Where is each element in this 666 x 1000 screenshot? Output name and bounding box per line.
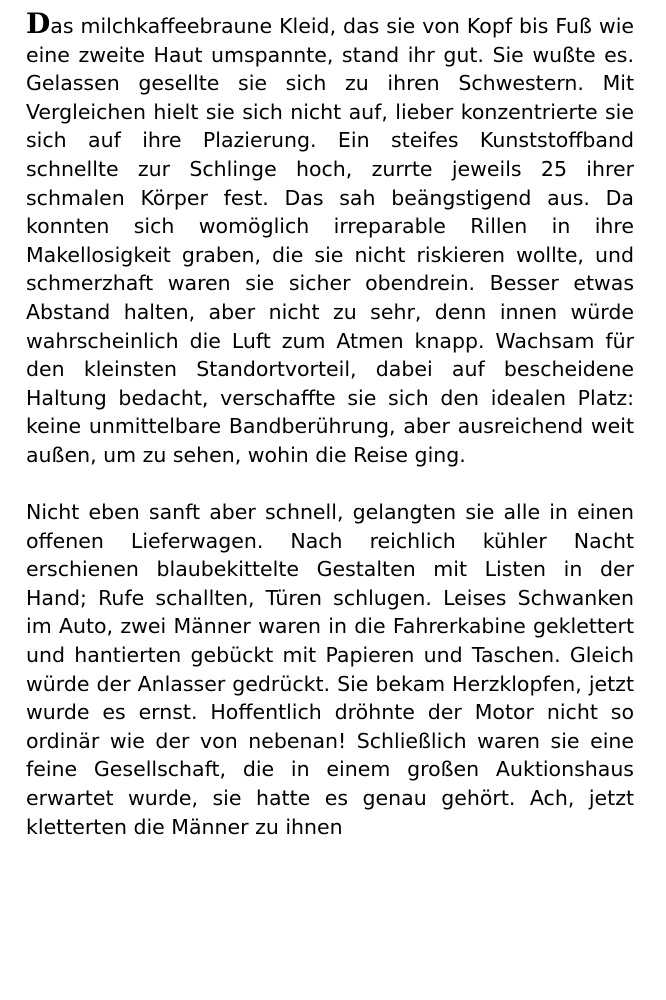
paragraph-2-text: Nicht eben sanft aber schnell, gelangten sie alle in einen offenen Lieferwagen. Nach reichlich kühler Nacht erschienen blaubekittelte Gestalten mit Listen in der Hand; Rufe schallten, Türen schlugen. Leises Schwanken im Auto, zwei Männer waren in die Fahrerkabine geklettert und hantierten gebückt mit Papieren und Taschen. Gleich würde der Anlasser gedrückt. Sie bekam Herzklopfen, jetzt wurde es ernst. Hoffentlich dröhnte der Motor nicht so ordinär wie der von nebenan! Schließlich waren sie eine feine Gesellschaft, die in einem großen Auktionshaus erwartet wurde, sie hatte es genau gehört. Ach, jetzt kletterten die Männer zu ihnen	[26, 500, 634, 839]
drop-cap-initial: D	[26, 7, 51, 40]
paragraph-1	[26, 7, 634, 470]
paragraph-1-text: as milchkaffeebraune Kleid, das sie von Kopf bis Fuß wie eine zweite Haut umspannte, stand ihr gut. Sie wußte es. Gelassen gesellte sie sich zu ihren Schwestern. Mit Vergleichen hielt sie sich nicht auf, lieber konzentrierte sie sich auf ihre Plazierung. Ein steifes Kunststoffband schnellte zur Schlinge hoch, zurrte jeweils 25 ihrer schmalen Körper fest. Das sah beängstigend aus. Da konnten sich womöglich irreparable Rillen in ihre Makellosigkeit graben, die sie nicht riskieren wollte, und schmerzhaft waren sie sicher obendrein. Besser etwas Abstand halten, aber nicht zu sehr, denn innen würde wahrscheinlich die Luft zum Atmen knapp. Wachsam für den kleinsten Standortvorteil, dabei auf bescheidene Haltung bedacht, verschaffte sie sich den idealen Platz: keine unmittelbare Bandberührung, aber ausreichend weit außen, um zu sehen, wohin die Reise ging.	[26, 14, 634, 467]
document-page	[26, 7, 634, 992]
paragraph-2	[26, 498, 634, 841]
